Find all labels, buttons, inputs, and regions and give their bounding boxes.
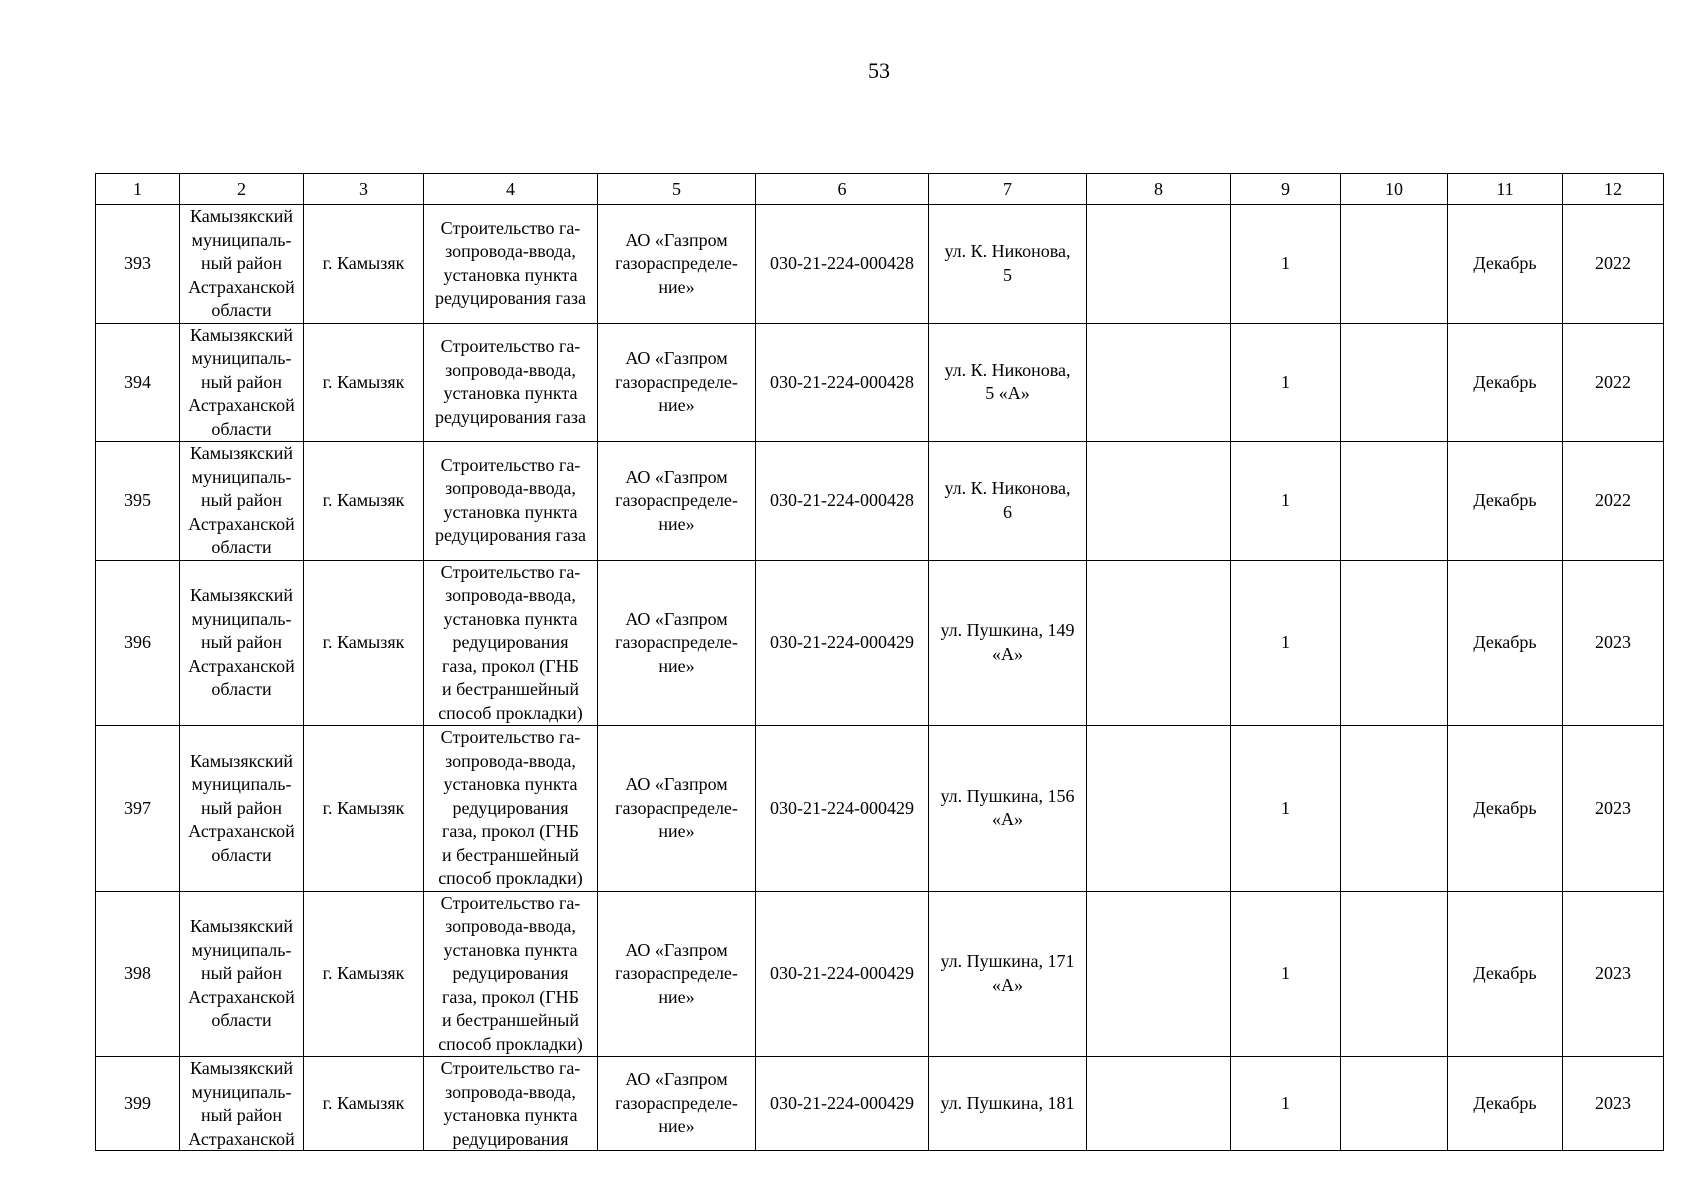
year-cell-text: 2023: [1595, 797, 1631, 818]
district-cell: [180, 323, 304, 442]
row-number-cell-text: 396: [124, 632, 151, 652]
count-cell-text: 1: [1281, 253, 1290, 273]
district-cell: [180, 205, 304, 324]
table-row: [96, 560, 1664, 726]
count-cell: [1231, 560, 1341, 726]
work-description-cell-text: Строительство га- зопровода-ввода, установка пункта редуцирования газа: [435, 217, 586, 309]
column-8-cell: [1087, 891, 1231, 1057]
address-cell-text: ул. К. Никонова, 5: [944, 241, 1071, 285]
work-description-cell: [424, 205, 598, 324]
registry-code-cell: [756, 442, 929, 561]
registry-code-cell-text: 030-21-224-000429: [770, 632, 914, 652]
registry-code-cell: [756, 1057, 929, 1151]
row-number-cell: [96, 323, 180, 442]
row-number-cell: [96, 442, 180, 561]
header-cell: 10: [1341, 174, 1448, 205]
year-cell-text: 2022: [1595, 253, 1631, 273]
month-cell: [1448, 205, 1563, 324]
address-cell: [929, 560, 1087, 726]
address-cell-text: ул. К. Никонова, 6: [944, 478, 1071, 522]
header-cell: 8: [1087, 174, 1231, 205]
city-cell-text: г. Камызяк: [322, 797, 405, 818]
column-8-cell: [1087, 726, 1231, 892]
table-row: [96, 323, 1664, 442]
column-10-cell: [1341, 726, 1448, 892]
district-cell-text: Камызякский муниципаль- ный район Астраханской области: [188, 443, 295, 557]
count-cell: [1231, 891, 1341, 1057]
city-cell-text: г. Камызяк: [322, 1092, 405, 1113]
organization-cell: [598, 726, 756, 892]
row-number-cell: [96, 560, 180, 726]
district-cell-text: Камызякский муниципаль- ный район Астраханской области: [188, 750, 295, 865]
count-cell-text: 1: [1281, 490, 1290, 510]
work-description-cell-text: Строительство га- зопровода-ввода, установка пункта редуцирования: [440, 1058, 581, 1149]
city-cell: [304, 442, 424, 561]
count-cell: [1231, 442, 1341, 561]
work-description-cell-text: Строительство га- зопровода-ввода, установка пункта редуцирования газа, прокол (ГНБ и бестраншейный способ прокладки): [438, 727, 583, 888]
row-number-cell-text: 395: [124, 490, 151, 510]
registry-code-cell-text: 030-21-224-000429: [770, 963, 914, 983]
table-row: [96, 1057, 1664, 1151]
column-10-cell: [1341, 205, 1448, 324]
registry-code-cell-text: 030-21-224-000429: [770, 1092, 914, 1113]
address-cell: [929, 891, 1087, 1057]
row-number-cell: [96, 891, 180, 1057]
city-cell: [304, 560, 424, 726]
month-cell-text: Декабрь: [1473, 253, 1537, 273]
month-cell: [1448, 891, 1563, 1057]
column-10-cell: [1341, 323, 1448, 442]
year-cell: [1563, 442, 1664, 561]
year-cell: [1563, 323, 1664, 442]
address-cell: [929, 1057, 1087, 1151]
district-cell-text: Камызякский муниципаль- ный район Астраханской области: [188, 916, 295, 1030]
district-cell-text: Камызякский муниципаль- ный район Астраханской области: [188, 206, 295, 320]
organization-cell-text: АО «Газпром газораспределе- ние»: [615, 348, 738, 415]
registry-code-cell-text: 030-21-224-000428: [770, 253, 914, 273]
address-cell: [929, 442, 1087, 561]
column-8-cell: [1087, 442, 1231, 561]
district-cell: [180, 1057, 304, 1151]
organization-cell-text: АО «Газпром газораспределе- ние»: [615, 608, 738, 676]
data-table: [95, 173, 1664, 1151]
registry-code-cell: [756, 205, 929, 324]
table-body: [96, 174, 1664, 1151]
row-number-cell: [96, 726, 180, 892]
row-number-cell-text: 397: [124, 797, 151, 818]
city-cell-text: г. Камызяк: [322, 632, 405, 652]
row-number-cell: [96, 1057, 180, 1151]
registry-code-cell: [756, 726, 929, 892]
work-description-cell-text: Строительство га- зопровода-ввода, установка пункта редуцирования газа, прокол (ГНБ и бестраншейный способ прокладки): [438, 892, 583, 1054]
year-cell-text: 2023: [1595, 963, 1631, 983]
row-number-cell: [96, 205, 180, 324]
address-cell: [929, 726, 1087, 892]
city-cell: [304, 323, 424, 442]
count-cell-text: 1: [1281, 963, 1290, 983]
organization-cell: [598, 891, 756, 1057]
count-cell: [1231, 323, 1341, 442]
registry-code-cell: [756, 323, 929, 442]
count-cell: [1231, 205, 1341, 324]
organization-cell-text: АО «Газпром газораспределе- ние»: [615, 1069, 738, 1137]
work-description-cell: [424, 891, 598, 1057]
column-8-cell: [1087, 323, 1231, 442]
column-10-cell: [1341, 891, 1448, 1057]
organization-cell-text: АО «Газпром газораспределе- ние»: [615, 466, 738, 534]
registry-code-cell: [756, 560, 929, 726]
header-cell: 4: [424, 174, 598, 205]
district-cell: [180, 442, 304, 561]
header-cell: 6: [756, 174, 929, 205]
month-cell: [1448, 323, 1563, 442]
address-cell: [929, 205, 1087, 324]
year-cell: [1563, 891, 1664, 1057]
address-cell-text: ул. Пушкина, 181: [940, 1092, 1075, 1113]
header-cell: 1: [96, 174, 180, 205]
city-cell-text: г. Камызяк: [322, 253, 405, 273]
city-cell: [304, 1057, 424, 1151]
table-row: [96, 726, 1664, 892]
year-cell-text: 2022: [1595, 490, 1631, 510]
table-row: [96, 205, 1664, 324]
column-8-cell: [1087, 1057, 1231, 1151]
row-number-cell-text: 398: [124, 963, 151, 983]
organization-cell: [598, 205, 756, 324]
work-description-cell-text: Строительство га- зопровода-ввода, установка пункта редуцирования газа: [435, 454, 586, 546]
address-cell-text: ул. Пушкина, 156 «А»: [940, 785, 1075, 830]
year-cell: [1563, 1057, 1664, 1151]
work-description-cell-text: Строительство га- зопровода-ввода, установка пункта редуцирования газа: [435, 336, 586, 427]
header-cell: 7: [929, 174, 1087, 205]
header-cell: 5: [598, 174, 756, 205]
count-cell-text: 1: [1281, 1092, 1290, 1113]
header-cell: 9: [1231, 174, 1341, 205]
month-cell: [1448, 1057, 1563, 1151]
year-cell-text: 2023: [1595, 632, 1631, 652]
month-cell-text: Декабрь: [1473, 963, 1537, 983]
organization-cell-text: АО «Газпром газораспределе- ние»: [615, 774, 738, 841]
organization-cell-text: АО «Газпром газораспределе- ние»: [615, 229, 738, 297]
count-cell: [1231, 726, 1341, 892]
month-cell: [1448, 560, 1563, 726]
work-description-cell: [424, 1057, 598, 1151]
column-10-cell: [1341, 1057, 1448, 1151]
city-cell: [304, 205, 424, 324]
district-cell-text: Камызякский муниципаль- ный район Астраханской: [188, 1058, 295, 1149]
month-cell-text: Декабрь: [1473, 490, 1537, 510]
year-cell: [1563, 726, 1664, 892]
organization-cell: [598, 560, 756, 726]
city-cell-text: г. Камызяк: [322, 371, 405, 392]
district-cell-text: Камызякский муниципаль- ный район Астраханской области: [188, 585, 295, 699]
count-cell-text: 1: [1281, 797, 1290, 818]
row-number-cell-text: 394: [124, 371, 151, 392]
address-cell: [929, 323, 1087, 442]
month-cell-text: Декабрь: [1473, 1092, 1537, 1113]
work-description-cell: [424, 442, 598, 561]
registry-code-cell-text: 030-21-224-000428: [770, 371, 914, 392]
column-8-cell: [1087, 560, 1231, 726]
header-cell: 12: [1563, 174, 1664, 205]
city-cell-text: г. Камызяк: [322, 490, 405, 510]
page-number: 53: [868, 58, 890, 83]
organization-cell: [598, 1057, 756, 1151]
row-number-cell-text: 393: [124, 253, 151, 273]
month-cell-text: Декабрь: [1473, 797, 1537, 818]
work-description-cell-text: Строительство га- зопровода-ввода, установка пункта редуцирования газа, прокол (ГНБ и бестраншейный способ прокладки): [438, 561, 583, 723]
month-cell: [1448, 442, 1563, 561]
month-cell-text: Декабрь: [1473, 371, 1537, 392]
year-cell-text: 2023: [1595, 1092, 1631, 1113]
district-cell-text: Камызякский муниципаль- ный район Астраханской области: [188, 324, 295, 439]
header-cell: 2: [180, 174, 304, 205]
year-cell-text: 2022: [1595, 371, 1631, 392]
column-8-cell: [1087, 205, 1231, 324]
district-cell: [180, 726, 304, 892]
count-cell-text: 1: [1281, 371, 1290, 392]
year-cell: [1563, 560, 1664, 726]
column-10-cell: [1341, 442, 1448, 561]
header-row: [96, 174, 1664, 205]
table-row: [96, 891, 1664, 1057]
work-description-cell: [424, 560, 598, 726]
header-cell: 3: [304, 174, 424, 205]
work-description-cell: [424, 726, 598, 892]
column-10-cell: [1341, 560, 1448, 726]
organization-cell: [598, 323, 756, 442]
registry-code-cell-text: 030-21-224-000428: [770, 490, 914, 510]
address-cell-text: ул. Пушкина, 171 «А»: [940, 951, 1075, 995]
organization-cell: [598, 442, 756, 561]
year-cell: [1563, 205, 1664, 324]
address-cell-text: ул. К. Никонова, 5 «А»: [944, 359, 1071, 404]
address-cell-text: ул. Пушкина, 149 «А»: [940, 620, 1075, 664]
registry-code-cell-text: 030-21-224-000429: [770, 797, 914, 818]
work-description-cell: [424, 323, 598, 442]
organization-cell-text: АО «Газпром газораспределе- ние»: [615, 939, 738, 1007]
city-cell-text: г. Камызяк: [322, 963, 405, 983]
count-cell: [1231, 1057, 1341, 1151]
month-cell: [1448, 726, 1563, 892]
district-cell: [180, 891, 304, 1057]
district-cell: [180, 560, 304, 726]
table-row: [96, 442, 1664, 561]
registry-code-cell: [756, 891, 929, 1057]
count-cell-text: 1: [1281, 632, 1290, 652]
city-cell: [304, 726, 424, 892]
city-cell: [304, 891, 424, 1057]
row-number-cell-text: 399: [124, 1092, 151, 1113]
month-cell-text: Декабрь: [1473, 632, 1537, 652]
header-cell: 11: [1448, 174, 1563, 205]
